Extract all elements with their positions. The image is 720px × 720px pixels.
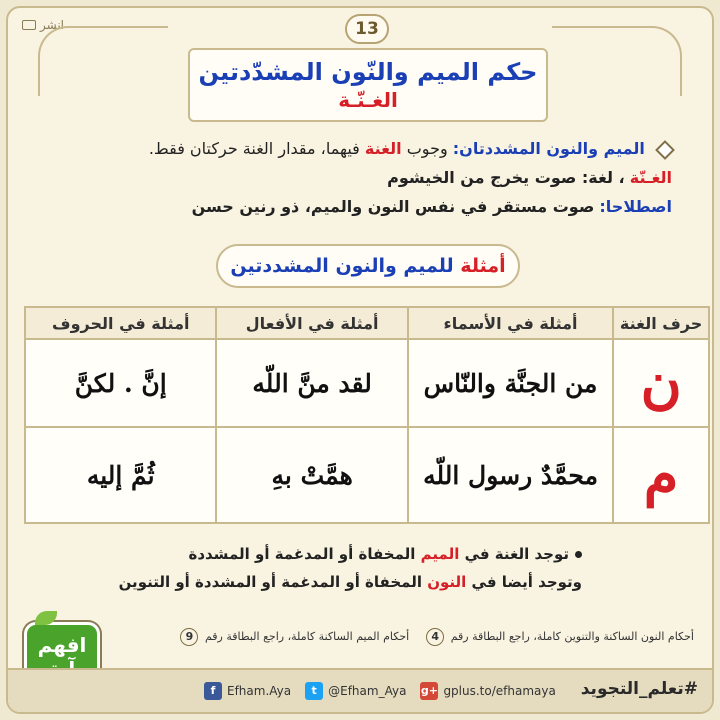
reference-number: 9 [180, 628, 198, 646]
reference-number: 4 [426, 628, 444, 646]
examples-heading-rest: للميم والنون المشددتين [230, 255, 461, 277]
logo-line-1: افهم [37, 633, 87, 657]
reference-item[interactable] [423, 628, 694, 646]
gplus-handle: gplus.to/efhamaya [443, 684, 556, 698]
gplus-link[interactable] [420, 682, 555, 700]
noun-example-cell: محمَّدٌ رسول اللّه [408, 427, 613, 523]
col-header-verbs: أمثلة في الأفعال [216, 307, 407, 339]
note-1-text-a: توجد الغنة في [459, 545, 569, 563]
footer-bar [8, 668, 712, 712]
card-number-badge: 13 [345, 14, 389, 44]
leaf-icon [35, 611, 57, 625]
hashtag[interactable]: #تعلم_التجويد [580, 679, 698, 699]
diamond-icon [655, 140, 675, 160]
twitter-icon: t [305, 682, 323, 700]
table-row [25, 427, 709, 523]
note-line-2 [119, 568, 582, 596]
examples-table [24, 306, 710, 524]
definition-1-text-b: فيهما، مقدار الغنة حركتان فقط. [148, 139, 360, 158]
col-header-letter: حرف الغنة [613, 307, 709, 339]
particle-example-cell: ثُمَّ إليه [25, 427, 216, 523]
examples-heading-highlight: أمثلة [460, 255, 506, 277]
references-row [177, 628, 694, 646]
definition-1-label: الميم والنون المشددتان: [452, 139, 645, 158]
share-label: انشر [40, 18, 64, 32]
social-links [204, 682, 556, 700]
definition-1-highlight: الغنة [364, 139, 402, 158]
right-ornament [552, 26, 682, 96]
twitter-handle: @Efham_Aya [328, 684, 407, 698]
facebook-link[interactable] [204, 682, 291, 700]
note-2-text-a: وتوجد أيضا في [466, 573, 582, 591]
left-ornament [38, 26, 168, 96]
definition-2-text: ، لغة: صوت يخرج من الخيشوم [387, 168, 625, 187]
google-plus-icon: g+ [420, 682, 438, 700]
reference-text: أحكام النون الساكنة والتنوين كاملة، راجع البطاقة رقم [450, 630, 694, 643]
note-1-highlight: الميم [420, 545, 460, 563]
share-icon [22, 20, 36, 30]
noun-example-cell: من الجنَّة والنّاس [408, 339, 613, 427]
reference-text: أحكام الميم الساكنة كاملة، راجع البطاقة رقم [204, 630, 410, 643]
facebook-handle: Efham.Aya [227, 684, 292, 698]
letter-cell-noon: ن [613, 339, 709, 427]
definition-3-label: اصطلاحا: [599, 197, 672, 216]
note-2-highlight: النون [427, 573, 467, 591]
definition-1-text-a: وجوب [401, 139, 448, 158]
note-1-text-b: المخفاة أو المدغمة أو المشددة [188, 545, 421, 563]
examples-heading [216, 244, 520, 288]
table-header-row [25, 307, 709, 339]
definition-line-2 [32, 163, 672, 192]
note-2-text-b: المخفاة أو المدغمة أو المشددة أو التنوين [118, 573, 428, 591]
page-subtitle: الغـنّـة [338, 88, 398, 112]
definition-2-label: الغـنّة [629, 168, 672, 187]
twitter-link[interactable] [305, 682, 406, 700]
table-row [25, 339, 709, 427]
notes-block [119, 540, 582, 596]
facebook-icon: f [204, 682, 222, 700]
col-header-nouns: أمثلة في الأسماء [408, 307, 613, 339]
definition-line-3 [32, 192, 672, 221]
verb-example-cell: لقد منَّ اللّه [216, 339, 407, 427]
reference-item[interactable] [177, 628, 409, 646]
particle-example-cell: إنَّ . لكنَّ [25, 339, 216, 427]
letter-cell-meem: م [613, 427, 709, 523]
definition-3-text: صوت مستقر في نفس النون والميم، ذو رنين حسن [191, 197, 595, 216]
note-line-1 [119, 540, 582, 568]
page-title: حكم الميم والنّون المشدّدتين [198, 58, 538, 86]
definitions-block [32, 134, 672, 221]
title-box [188, 48, 548, 122]
bullet-icon [575, 551, 582, 558]
verb-example-cell: همَّتْ بهِ [216, 427, 407, 523]
col-header-particles: أمثلة في الحروف [25, 307, 216, 339]
definition-line-1 [32, 134, 672, 163]
card-frame [6, 6, 714, 714]
